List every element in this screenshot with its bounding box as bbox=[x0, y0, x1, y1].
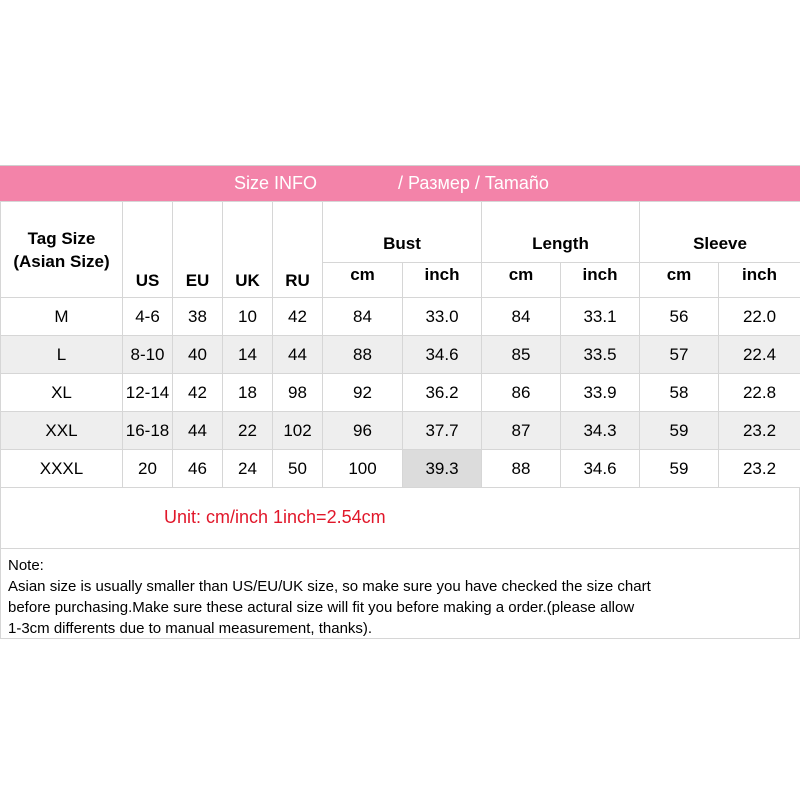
header-uk: UK bbox=[223, 202, 273, 298]
cell-bust-inch: 33.0 bbox=[403, 298, 482, 336]
cell-us: 8-10 bbox=[123, 336, 173, 374]
header-sleeve: Sleeve bbox=[640, 202, 800, 263]
cell-length-cm: 87 bbox=[482, 412, 561, 450]
cell-sleeve-inch: 22.4 bbox=[719, 336, 800, 374]
header-sleeve-cm: cm bbox=[640, 263, 719, 298]
cell-bust-cm: 88 bbox=[323, 336, 403, 374]
cell-length-inch: 33.1 bbox=[561, 298, 640, 336]
cell-uk: 14 bbox=[223, 336, 273, 374]
cell-eu: 40 bbox=[173, 336, 223, 374]
cell-uk: 18 bbox=[223, 374, 273, 412]
cell-sleeve-inch: 22.8 bbox=[719, 374, 800, 412]
cell-bust-cm: 92 bbox=[323, 374, 403, 412]
cell-length-inch: 34.6 bbox=[561, 450, 640, 488]
cell-uk: 22 bbox=[223, 412, 273, 450]
cell-length-inch: 34.3 bbox=[561, 412, 640, 450]
header-bust-cm: cm bbox=[323, 263, 403, 298]
table-row bbox=[1, 374, 800, 412]
cell-size: M bbox=[1, 298, 123, 336]
cell-us: 16-18 bbox=[123, 412, 173, 450]
cell-ru: 44 bbox=[273, 336, 323, 374]
header-bust: Bust bbox=[323, 202, 482, 263]
header-tag-size: Tag Size (Asian Size) bbox=[1, 202, 123, 298]
cell-bust-inch: 37.7 bbox=[403, 412, 482, 450]
unit-note-row bbox=[0, 488, 800, 549]
cell-eu: 46 bbox=[173, 450, 223, 488]
cell-size: XXXL bbox=[1, 450, 123, 488]
table-row bbox=[1, 412, 800, 450]
header-ru: RU bbox=[273, 202, 323, 298]
cell-length-inch: 33.9 bbox=[561, 374, 640, 412]
cell-sleeve-cm: 56 bbox=[640, 298, 719, 336]
title-size-info: Size INFO bbox=[234, 173, 318, 193]
cell-sleeve-inch: 23.2 bbox=[719, 412, 800, 450]
cell-ru: 50 bbox=[273, 450, 323, 488]
cell-bust-cm: 84 bbox=[323, 298, 403, 336]
cell-sleeve-cm: 59 bbox=[640, 450, 719, 488]
header-length-inch: inch bbox=[561, 263, 640, 298]
cell-us: 12-14 bbox=[123, 374, 173, 412]
cell-ru: 102 bbox=[273, 412, 323, 450]
note-label: Note: bbox=[8, 557, 44, 574]
unit-note: Unit: cm/inch 1inch=2.54cm bbox=[164, 507, 386, 527]
cell-us: 4-6 bbox=[123, 298, 173, 336]
note-line: Asian size is usually smaller than US/EU/UK size, so make sure you have checked the size chart bbox=[8, 578, 651, 595]
note-block bbox=[0, 549, 800, 639]
cell-bust-inch: 34.6 bbox=[403, 336, 482, 374]
cell-bust-cm: 100 bbox=[323, 450, 403, 488]
cell-us: 20 bbox=[123, 450, 173, 488]
title-languages: / Размер / Tamaño bbox=[398, 173, 549, 193]
size-chart bbox=[0, 165, 800, 639]
cell-size: L bbox=[1, 336, 123, 374]
cell-uk: 24 bbox=[223, 450, 273, 488]
cell-uk: 10 bbox=[223, 298, 273, 336]
cell-length-cm: 88 bbox=[482, 450, 561, 488]
cell-sleeve-inch: 22.0 bbox=[719, 298, 800, 336]
cell-size: XXL bbox=[1, 412, 123, 450]
cell-eu: 42 bbox=[173, 374, 223, 412]
cell-bust-cm: 96 bbox=[323, 412, 403, 450]
note-line: before purchasing.Make sure these actural size will fit you before making a order.(please allow bbox=[8, 599, 635, 616]
table-row bbox=[1, 298, 800, 336]
cell-eu: 44 bbox=[173, 412, 223, 450]
header-eu: EU bbox=[173, 202, 223, 298]
header-bust-inch: inch bbox=[403, 263, 482, 298]
note-line: 1-3cm differents due to manual measurement, thanks). bbox=[8, 620, 373, 637]
header-length-cm: cm bbox=[482, 263, 561, 298]
cell-ru: 98 bbox=[273, 374, 323, 412]
cell-bust-inch: 36.2 bbox=[403, 374, 482, 412]
header-length: Length bbox=[482, 202, 640, 263]
cell-bust-inch: 39.3 bbox=[403, 450, 482, 488]
cell-size: XL bbox=[1, 374, 123, 412]
cell-sleeve-cm: 59 bbox=[640, 412, 719, 450]
header-sleeve-inch: inch bbox=[719, 263, 800, 298]
cell-length-inch: 33.5 bbox=[561, 336, 640, 374]
cell-sleeve-cm: 57 bbox=[640, 336, 719, 374]
cell-sleeve-inch: 23.2 bbox=[719, 450, 800, 488]
size-table bbox=[0, 201, 800, 488]
table-row bbox=[1, 450, 800, 488]
header-us: US bbox=[123, 202, 173, 298]
cell-length-cm: 86 bbox=[482, 374, 561, 412]
cell-length-cm: 84 bbox=[482, 298, 561, 336]
cell-sleeve-cm: 58 bbox=[640, 374, 719, 412]
cell-length-cm: 85 bbox=[482, 336, 561, 374]
cell-ru: 42 bbox=[273, 298, 323, 336]
table-row bbox=[1, 336, 800, 374]
header-row-top bbox=[1, 202, 800, 263]
size-chart-title-bar bbox=[0, 165, 800, 201]
cell-eu: 38 bbox=[173, 298, 223, 336]
